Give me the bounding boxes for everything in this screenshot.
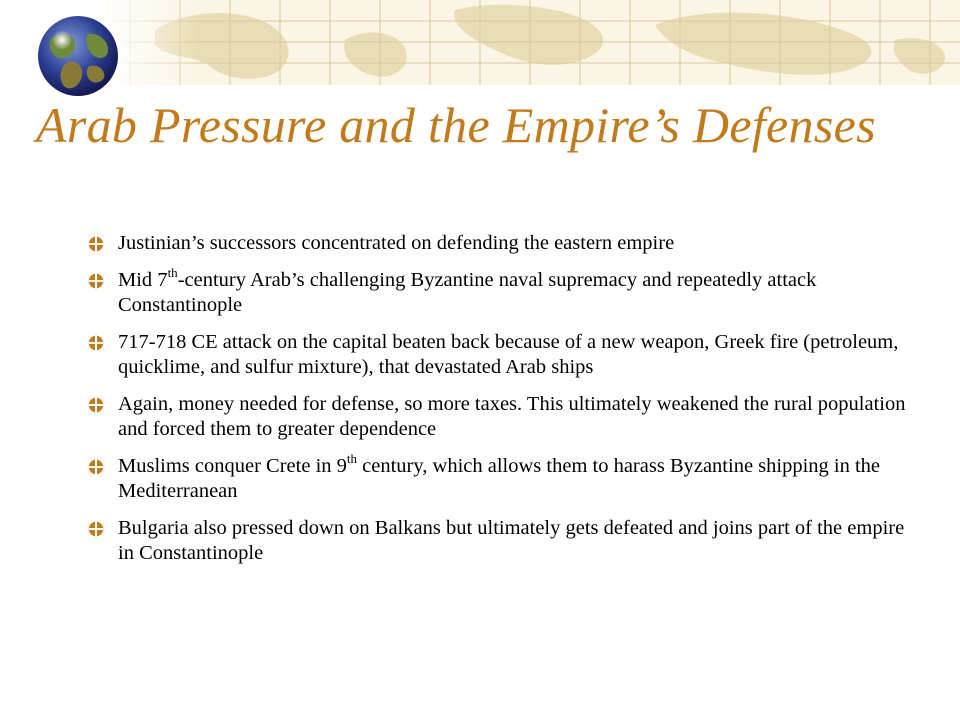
bullet-text: century, which allows them to harass Byzantine shipping in the Mediterranean: [118, 455, 881, 502]
bullet-item: [88, 451, 918, 504]
circled-cross-bullet-icon: [88, 335, 104, 351]
superscript: th: [167, 265, 178, 281]
bullet-text: Justinian’s successors concentrated on defending the eastern empire: [118, 232, 675, 254]
bullet-text: 717-718 CE attack on the capital beaten back because of a new weapon, Greek fire (petroleum, quicklime, and sulfur mixture), that devastated Arab ships: [118, 331, 899, 378]
bullet-text: Bulgaria also pressed down on Balkans but ultimately gets defeated and joins part of the empire in Constantinople: [118, 517, 905, 564]
bullet-text: Mid 7: [118, 269, 168, 291]
slide-title: Arab Pressure and the Empire’s Defenses: [36, 97, 876, 153]
bullet-item: [88, 330, 918, 380]
circled-cross-bullet-icon: [88, 397, 104, 413]
bullet-text: -century Arab’s challenging Byzantine naval supremacy and repeatedly attack Constantinople: [118, 269, 817, 316]
superscript: th: [346, 451, 358, 467]
bullet-item: [88, 231, 918, 256]
circled-cross-bullet-icon: [88, 521, 104, 537]
globe-icon: [28, 10, 132, 102]
bullet-item: [88, 265, 918, 318]
world-map-grid-icon: [95, 0, 960, 85]
bullet-text: Muslims conquer Crete in 9: [118, 455, 347, 477]
globe-logo: [28, 10, 132, 102]
bullet-text: Again, money needed for defense, so more taxes. This ultimately weakened the rural population and forced them to greater dependence: [118, 393, 906, 440]
world-map-banner: [95, 0, 960, 85]
bullet-item: [88, 392, 918, 442]
bullet-item: [88, 516, 918, 566]
circled-cross-bullet-icon: [88, 459, 104, 475]
circled-cross-bullet-icon: [88, 273, 104, 289]
bullet-list: [88, 231, 918, 578]
circled-cross-bullet-icon: [88, 236, 104, 252]
